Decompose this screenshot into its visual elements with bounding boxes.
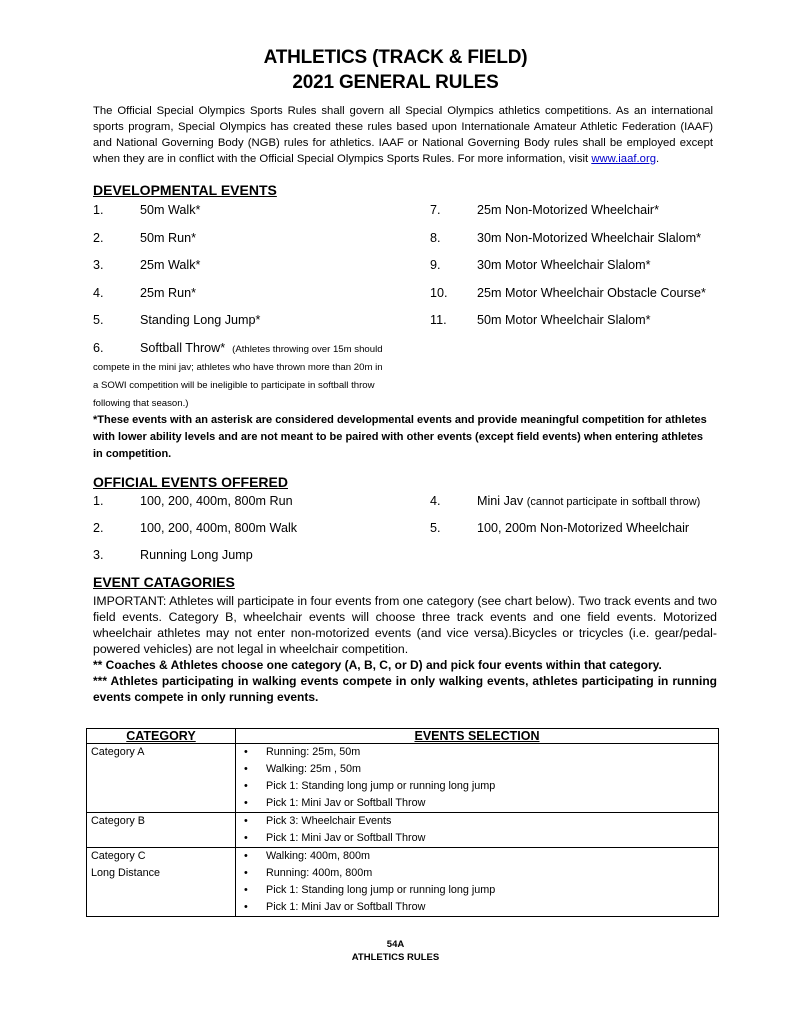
category-cell: Category B: [87, 813, 236, 848]
event-item: • Pick 1: Mini Jav or Softball Throw: [266, 899, 714, 916]
event-item: • Pick 3: Wheelchair Events: [266, 813, 714, 830]
dev-event-1: 1. 50m Walk*: [93, 203, 201, 217]
page-subtitle: 2021 GENERAL RULES: [292, 72, 499, 93]
categories-text: IMPORTANT: Athletes will participate in four events from one category (see chart below). Two track events and two field events. Category B, wheelchair events will choose three track events and one field events. Motorized wheelchair athletes may not enter non-motorized events (and vice versa).Bicycles or tricycles (i.e. gear/pedal-powered vehicles) are not legal in wheelchair competition.: [93, 594, 717, 656]
intro-end: .: [655, 153, 660, 165]
mini-jav-note: (cannot participate in softball throw): [526, 496, 701, 508]
dev-event-11: 11. 50m Motor Wheelchair Slalom*: [430, 313, 651, 327]
footer-label: ATHLETICS RULES: [351, 952, 440, 963]
event-item: • Pick 1: Standing long jump or running long jump: [266, 778, 714, 795]
dev-event-9: 9. 30m Motor Wheelchair Slalom*: [430, 258, 651, 272]
categories-paragraph: [93, 593, 717, 705]
category-subtitle: Long Distance: [91, 867, 161, 879]
walking-note: *** Athletes participating in walking events compete in only walking events, athletes participating in running events compete in only running events.: [93, 674, 717, 704]
event-item: • Pick 1: Standing long jump or running long jump: [266, 882, 714, 899]
developmental-events-heading: DEVELOPMENTAL EVENTS: [93, 182, 277, 198]
official-event-1: 1. 100, 200, 400m, 800m Run: [93, 494, 293, 508]
table-row: [87, 848, 719, 917]
event-item: • Running: 25m, 50m: [266, 744, 714, 761]
official-event-2: 2. 100, 200, 400m, 800m Walk: [93, 521, 298, 535]
event-item: • Pick 1: Mini Jav or Softball Throw: [266, 830, 714, 847]
events-cell: [236, 848, 719, 917]
table-row: [87, 813, 719, 848]
official-event-3: 3. Running Long Jump: [93, 548, 253, 562]
dev-event-10: 10. 25m Motor Wheelchair Obstacle Course*: [430, 286, 706, 300]
intro-text: The Official Special Olympics Sports Rules shall govern all Special Olympics athletics competitions. As an international sports program, Special Olympics has created these rules based upon Internationale Amateur Athletic Federation (IAAF) and National Governing Body (NGB) rules for athletics. IAAF or National Governing Body rules shall be employed except when they are in conflict with the Official Special Olympics Sports Rules. For more information, visit: [93, 105, 713, 165]
category-cell: Category C Long Distance: [87, 848, 236, 917]
asterisk-note: *These events with an asterisk are considered developmental events and provide meaningful competition for athletes with lower ability levels and are not meant to be paired with other events (except field events) when entering athletes in competition.: [93, 414, 707, 460]
page-title: ATHLETICS (TRACK & FIELD): [263, 47, 528, 68]
event-item: • Running: 400m, 800m: [266, 865, 714, 882]
event-item: • Walking: 400m, 800m: [266, 848, 714, 865]
softball-throw-note: (Athletes throwing over 15m should compete in the mini jav; athletes who have thrown more than 20m in a SOWI competition will be ineligible to participate in softball throw following that season.): [93, 344, 383, 409]
dev-event-7: 7. 25m Non-Motorized Wheelchair*: [430, 203, 659, 217]
official-event-5: 5. 100, 200m Non-Motorized Wheelchair: [430, 521, 690, 535]
category-cell: Category A: [87, 744, 236, 813]
page-number: 54A: [386, 939, 405, 950]
dev-event-8: 8. 30m Non-Motorized Wheelchair Slalom*: [430, 231, 701, 245]
dev-event-3: 3. 25m Walk*: [93, 258, 201, 272]
coaches-note: ** Coaches & Athletes choose one category (A, B, C, or D) and pick four events within that category.: [93, 658, 662, 672]
dev-event-6: 6. Softball Throw* (Athletes throwing over 15m should compete in the mini jav; athletes who have thrown more than 20m in a SOWI competition will be ineligible to participate in softball throw following that season.): [93, 341, 383, 409]
official-events-heading: OFFICIAL EVENTS OFFERED: [93, 474, 288, 490]
dev-event-5: 5. Standing Long Jump*: [93, 313, 261, 327]
events-cell: [236, 744, 719, 813]
table-row: [87, 744, 719, 813]
event-item: • Pick 1: Mini Jav or Softball Throw: [266, 795, 714, 812]
iaaf-link[interactable]: www.iaaf.org: [591, 153, 656, 165]
events-cell: [236, 813, 719, 848]
dev-event-2: 2. 50m Run*: [93, 231, 197, 245]
categories-table: [86, 728, 719, 917]
table-header-row: [87, 729, 719, 744]
category-header: CATEGORY: [87, 729, 236, 744]
event-categories-heading: EVENT CATAGORIES: [93, 574, 235, 590]
intro-paragraph: [93, 103, 713, 167]
events-selection-header: EVENTS SELECTION: [236, 729, 719, 744]
dev-event-4: 4. 25m Run*: [93, 286, 197, 300]
event-item: • Walking: 25m , 50m: [266, 761, 714, 778]
official-event-4: 4. Mini Jav (cannot participate in softball throw): [430, 494, 701, 508]
